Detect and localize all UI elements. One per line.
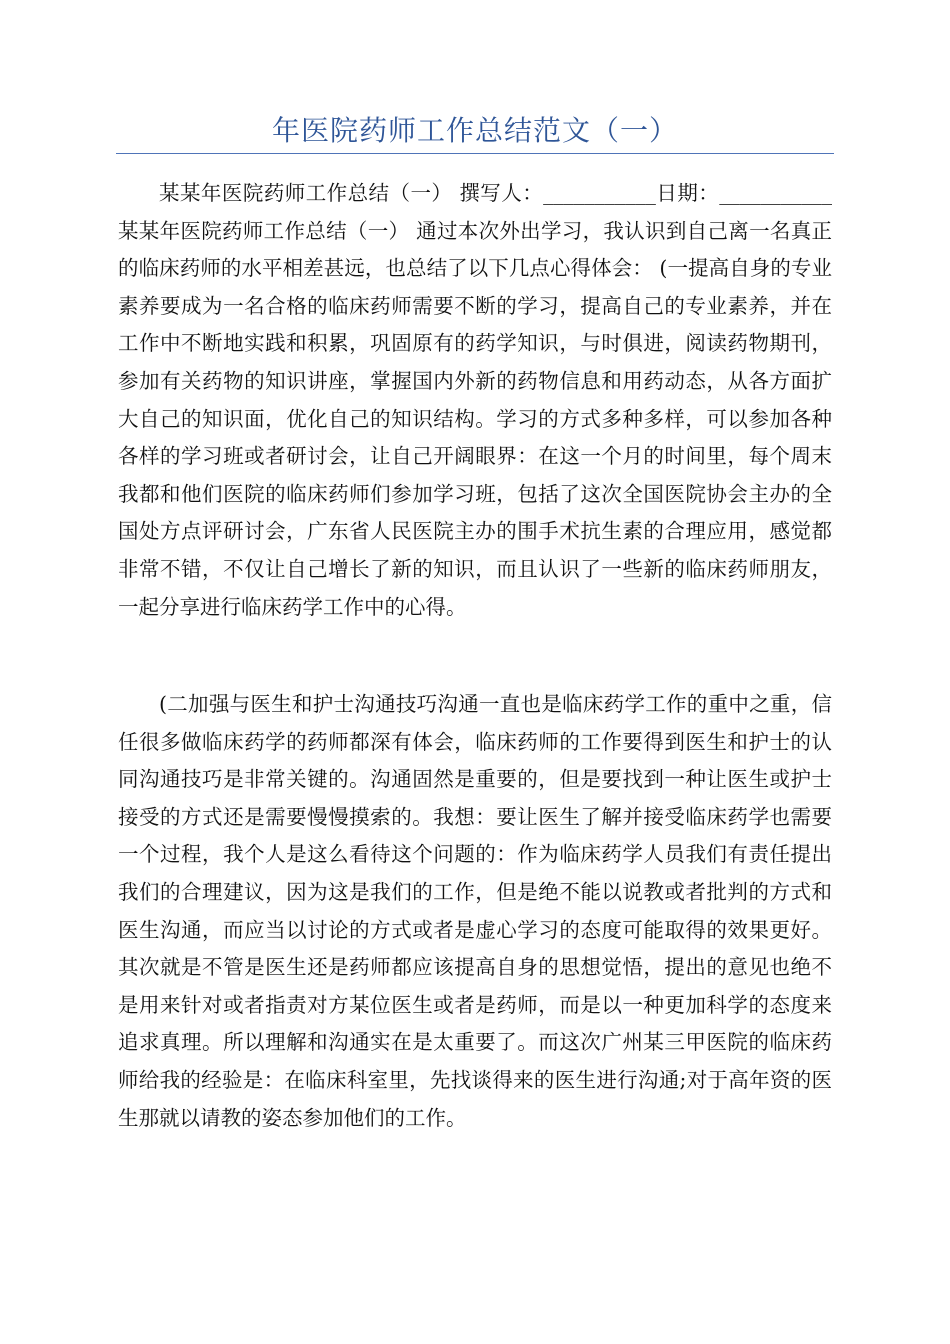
- paragraph-2: (二加强与医生和护士沟通技巧沟通一直也是临床药学工作的重中之重，信任很多做临床药学的药师都深有体会，临床药师的工作要得到医生和护士的认同沟通技巧是非常关键的。沟通固然是重要的，但是要找到一种让医生或护士接受的方式还是需要慢慢摸索的。我想：要让医生了解并接受临床药学也需要一个过程，我个人是这么看待这个问题的：作为临床药学人员我们有责任提出我们的合理建议，因为这是我们的工作，但是绝不能以说教或者批判的方式和医生沟通，而应当以讨论的方式或者是虚心学习的态度可能取得的效果更好。其次就是不管是医生还是药师都应该提高自身的思想觉悟，提出的意见也绝不是用来针对或者指责对方某位医生或者是药师，而是以一种更加科学的态度来追求真理。所以理解和沟通实在是太重要了。而这次广州某三甲医院的临床药师给我的经验是：在临床科室里，先找谈得来的医生进行沟通;对于高年资的医生那就以请教的姿态参加他们的工作。: [118, 692, 832, 1130]
- title-underline: [116, 153, 834, 154]
- paragraph-1: 某某年医院药师工作总结（一） 撰写人：___________日期：___________某某年医院药师工作总结（一） 通过本次外出学习，我认识到自己离一名真正的临床药师的水平相差甚远，也总结了以下几点心得体会： (一提高自身的专业素养要成为一名合格的临床药师需要不断的学习，提高自己的专业素养，并在工作中不断地实践和积累，巩固原有的药学知识，与时俱进，阅读药物期刊，参加有关药物的知识讲座，掌握国内外新的药物信息和用药动态，从各方面扩大自己的知识面，优化自己的知识结构。学习的方式多种多样，可以参加各种各样的学习班或者研讨会，让自己开阔眼界：在这一个月的时间里，每个周末我都和他们医院的临床药师们参加学习班，包括了这次全国医院协会主办的全国处方点评研讨会，广东省人民医院主办的围手术抗生素的合理应用，感觉都非常不错，不仅让自己增长了新的知识，而且认识了一些新的临床药师朋友，一起分享进行临床药学工作中的心得。: [118, 181, 832, 619]
- document-title: 年医院药师工作总结范文（一）: [271, 114, 678, 147]
